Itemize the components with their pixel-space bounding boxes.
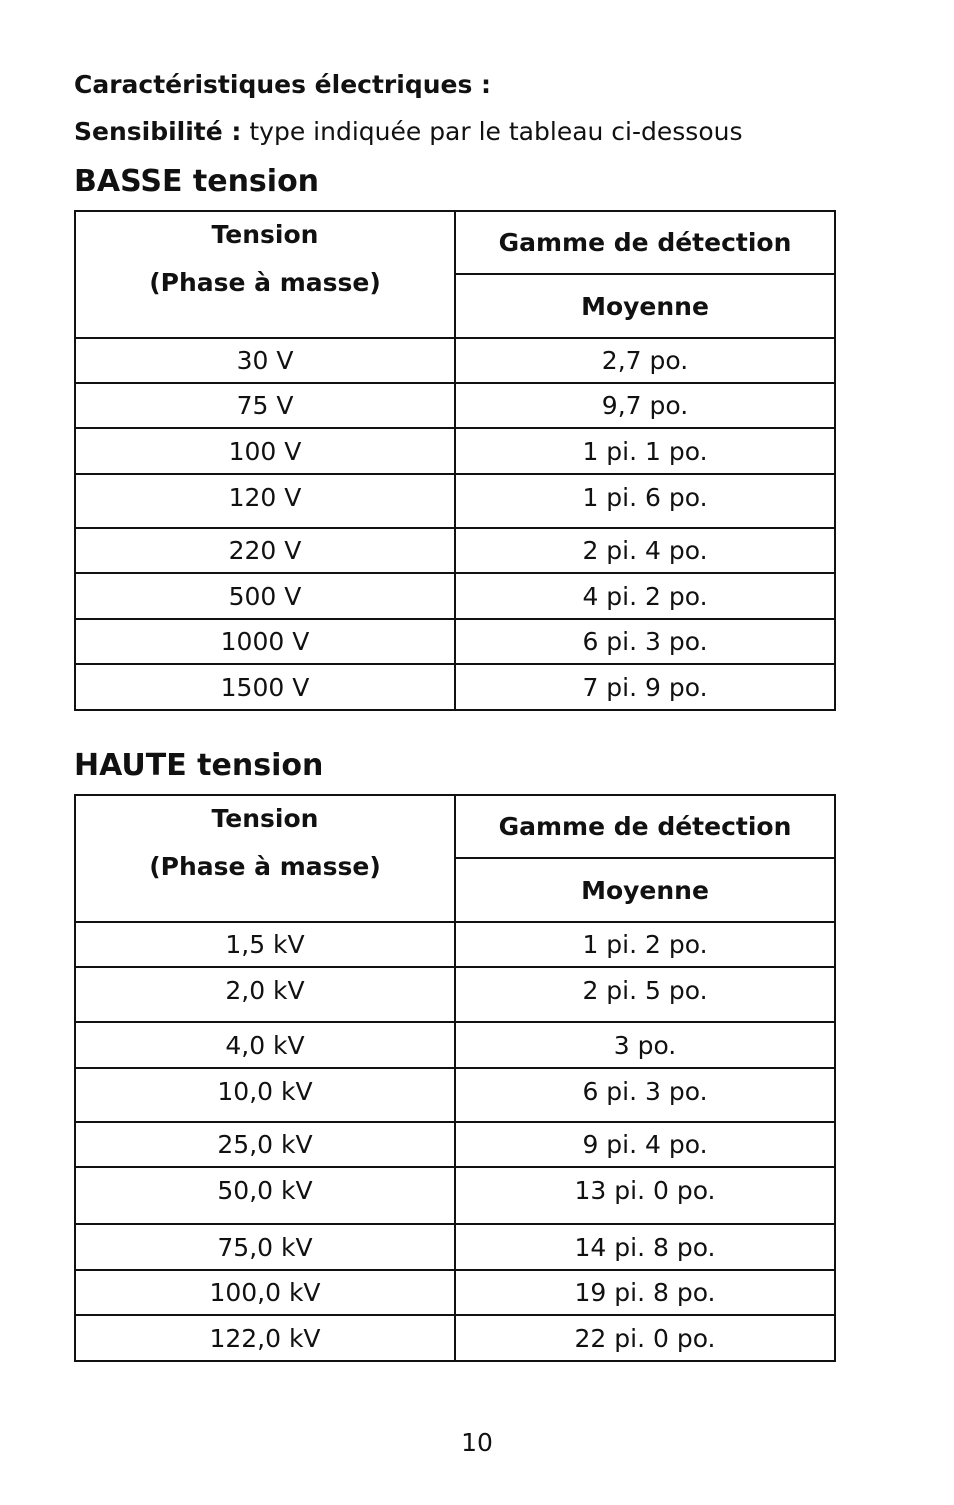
table-row — [75, 1270, 835, 1315]
sensitivity-label: Sensibilité : — [74, 117, 242, 146]
distance-cell: 2 pi. 5 po. — [455, 967, 835, 1022]
voltage-cell: 2,0 kV — [75, 967, 455, 1022]
voltage-cell: 25,0 kV — [75, 1122, 455, 1167]
voltage-cell: 10,0 kV — [75, 1068, 455, 1122]
low-voltage-table — [74, 210, 836, 711]
range-header: Gamme de détection — [455, 211, 835, 274]
high-voltage-table — [74, 794, 836, 1362]
range-header: Gamme de détection — [455, 795, 835, 858]
distance-cell: 2,7 po. — [455, 338, 835, 383]
table-row — [75, 528, 835, 573]
distance-cell: 1 pi. 2 po. — [455, 922, 835, 967]
distance-cell: 6 pi. 3 po. — [455, 619, 835, 664]
voltage-cell: 1,5 kV — [75, 922, 455, 967]
average-header: Moyenne — [455, 858, 835, 922]
distance-cell: 4 pi. 2 po. — [455, 573, 835, 619]
table-row — [75, 1122, 835, 1167]
voltage-cell: 122,0 kV — [75, 1315, 455, 1361]
voltage-header-line1: Tension — [211, 804, 319, 833]
table-row — [75, 573, 835, 619]
voltage-header-line2: (Phase à masse) — [149, 268, 381, 297]
table-row — [75, 1022, 835, 1068]
distance-cell: 7 pi. 9 po. — [455, 664, 835, 710]
table-row — [75, 619, 835, 664]
table-row — [75, 922, 835, 967]
table-row — [75, 664, 835, 710]
distance-cell: 22 pi. 0 po. — [455, 1315, 835, 1361]
table-row — [75, 1315, 835, 1361]
average-header: Moyenne — [455, 274, 835, 338]
table-row — [75, 428, 835, 474]
distance-cell: 19 pi. 8 po. — [455, 1270, 835, 1315]
voltage-cell: 75,0 kV — [75, 1224, 455, 1270]
distance-cell: 14 pi. 8 po. — [455, 1224, 835, 1270]
voltage-cell: 30 V — [75, 338, 455, 383]
table-row — [75, 1224, 835, 1270]
distance-cell: 13 pi. 0 po. — [455, 1167, 835, 1224]
voltage-cell: 120 V — [75, 474, 455, 528]
sensitivity-line — [74, 117, 742, 146]
voltage-header — [75, 795, 455, 922]
voltage-cell: 100 V — [75, 428, 455, 474]
voltage-cell: 220 V — [75, 528, 455, 573]
sensitivity-text: type indiquée par le tableau ci-dessous — [241, 117, 743, 146]
voltage-header-line1: Tension — [211, 220, 319, 249]
section-heading: Caractéristiques électriques : — [74, 70, 492, 99]
page-number: 10 — [461, 1428, 493, 1457]
table-row — [75, 474, 835, 528]
table-row — [75, 1068, 835, 1122]
distance-cell: 1 pi. 6 po. — [455, 474, 835, 528]
distance-cell: 9,7 po. — [455, 383, 835, 428]
voltage-header-line2: (Phase à masse) — [149, 852, 381, 881]
low-voltage-title: BASSE tension — [74, 164, 320, 199]
table-row — [75, 967, 835, 1022]
table-row — [75, 1167, 835, 1224]
voltage-cell: 500 V — [75, 573, 455, 619]
distance-cell: 3 po. — [455, 1022, 835, 1068]
voltage-cell: 100,0 kV — [75, 1270, 455, 1315]
voltage-cell: 4,0 kV — [75, 1022, 455, 1068]
voltage-cell: 75 V — [75, 383, 455, 428]
voltage-header — [75, 211, 455, 338]
voltage-cell: 1500 V — [75, 664, 455, 710]
distance-cell: 1 pi. 1 po. — [455, 428, 835, 474]
voltage-cell: 50,0 kV — [75, 1167, 455, 1224]
table-row — [75, 338, 835, 383]
distance-cell: 6 pi. 3 po. — [455, 1068, 835, 1122]
table-row — [75, 383, 835, 428]
high-voltage-title: HAUTE tension — [74, 748, 324, 783]
distance-cell: 9 pi. 4 po. — [455, 1122, 835, 1167]
voltage-cell: 1000 V — [75, 619, 455, 664]
distance-cell: 2 pi. 4 po. — [455, 528, 835, 573]
